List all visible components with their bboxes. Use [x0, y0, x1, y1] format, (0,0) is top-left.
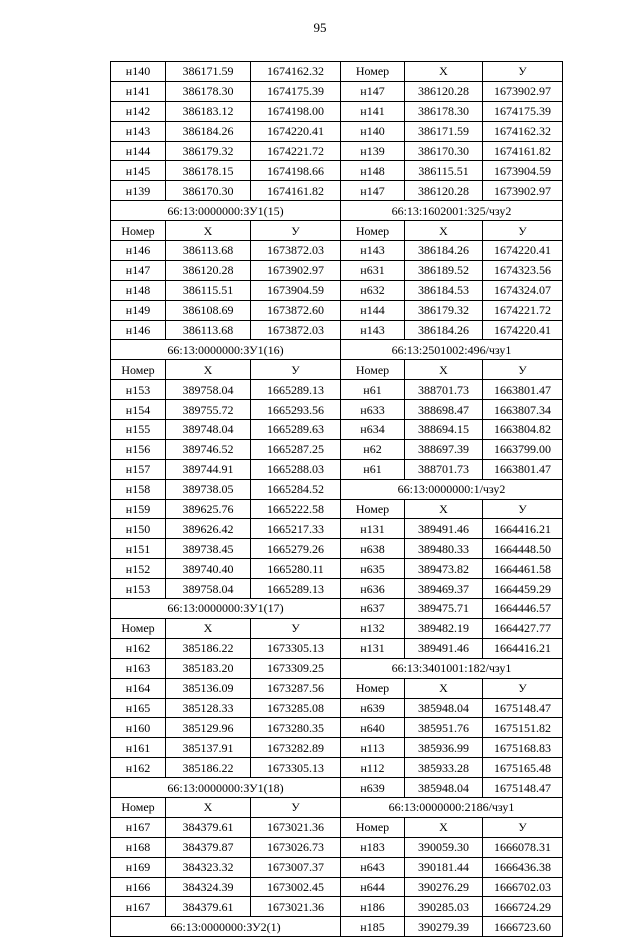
table-cell: н149	[111, 300, 166, 320]
table-cell: 1665280.11	[251, 559, 341, 579]
parcel-id-left: 66:13:0000000:ЗУ2(1)	[111, 917, 341, 937]
table-cell: 385933.28	[405, 758, 483, 778]
table-cell: н154	[111, 400, 166, 420]
table-cell: н640	[341, 718, 405, 738]
table-cell: н162	[111, 758, 166, 778]
table-cell: 1674198.66	[251, 161, 341, 181]
table-cell: н633	[341, 400, 405, 420]
column-header: У	[483, 62, 563, 82]
table-cell: 1664446.57	[483, 599, 563, 619]
table-cell: н140	[341, 121, 405, 141]
parcel-id-right: 66:13:2501002:496/чзу1	[341, 340, 563, 360]
table-cell: 384379.87	[166, 837, 251, 857]
table-cell: н143	[341, 320, 405, 340]
table-cell: 1673902.97	[483, 181, 563, 201]
table-cell: 386178.15	[166, 161, 251, 181]
table-cell: 1675168.83	[483, 738, 563, 758]
table-cell: 1673021.36	[251, 897, 341, 917]
table-cell: 389738.45	[166, 539, 251, 559]
table-cell: 1664416.21	[483, 519, 563, 539]
table-cell: н139	[341, 141, 405, 161]
table-cell: 1673872.03	[251, 241, 341, 261]
table-cell: 1663799.00	[483, 439, 563, 459]
coordinates-table-body	[111, 62, 563, 937]
table-row	[111, 519, 563, 539]
table-cell: н631	[341, 260, 405, 280]
parcel-id-left: 66:13:0000000:ЗУ1(16)	[111, 340, 341, 360]
table-cell: 1673872.03	[251, 320, 341, 340]
table-row	[111, 638, 563, 658]
table-cell: 386171.59	[166, 62, 251, 82]
table-row	[111, 479, 563, 499]
table-row	[111, 62, 563, 82]
table-cell: 389758.04	[166, 579, 251, 599]
table-cell: н639	[341, 778, 405, 798]
table-row	[111, 400, 563, 420]
table-cell: н147	[341, 81, 405, 101]
table-cell: 1666436.38	[483, 857, 563, 877]
table-row	[111, 101, 563, 121]
table-cell: 1664416.21	[483, 638, 563, 658]
table-cell: 1673872.60	[251, 300, 341, 320]
table-cell: н61	[341, 459, 405, 479]
column-header: У	[251, 797, 341, 817]
table-cell: 1675148.47	[483, 698, 563, 718]
table-cell: 389480.33	[405, 539, 483, 559]
table-cell: н164	[111, 678, 166, 698]
table-cell: н632	[341, 280, 405, 300]
table-cell: н639	[341, 698, 405, 718]
table-cell: 386108.69	[166, 300, 251, 320]
table-cell: 386113.68	[166, 320, 251, 340]
table-cell: 389491.46	[405, 638, 483, 658]
table-row	[111, 280, 563, 300]
table-cell: 1665289.13	[251, 380, 341, 400]
table-row	[111, 181, 563, 201]
table-cell: 1674323.56	[483, 260, 563, 280]
column-header: У	[483, 360, 563, 380]
parcel-id-right: 66:13:0000000:2186/чзу1	[341, 797, 563, 817]
column-header: Номер	[111, 360, 166, 380]
table-cell: н169	[111, 857, 166, 877]
table-cell: 1663804.82	[483, 420, 563, 440]
table-cell: н159	[111, 499, 166, 519]
table-cell: 1674162.32	[483, 121, 563, 141]
table-cell: 385186.22	[166, 638, 251, 658]
table-cell: н151	[111, 539, 166, 559]
table-cell: 385183.20	[166, 658, 251, 678]
table-row	[111, 678, 563, 698]
column-header: X	[405, 360, 483, 380]
table-cell: н150	[111, 519, 166, 539]
table-cell: 389746.52	[166, 439, 251, 459]
table-cell: 390181.44	[405, 857, 483, 877]
table-cell: н183	[341, 837, 405, 857]
table-cell: 1675165.48	[483, 758, 563, 778]
table-cell: 1674175.39	[483, 101, 563, 121]
table-cell: н143	[341, 241, 405, 261]
column-header: Номер	[341, 499, 405, 519]
table-cell: н141	[111, 81, 166, 101]
table-cell: 385186.22	[166, 758, 251, 778]
table-cell: 1674220.41	[483, 320, 563, 340]
table-cell: н153	[111, 380, 166, 400]
table-cell: н163	[111, 658, 166, 678]
column-header: У	[483, 817, 563, 837]
table-cell: 389626.42	[166, 519, 251, 539]
coordinates-table-wrapper	[110, 61, 563, 937]
table-row	[111, 817, 563, 837]
table-cell: 385951.76	[405, 718, 483, 738]
table-cell: 1673026.73	[251, 837, 341, 857]
column-header: У	[483, 499, 563, 519]
parcel-id-right: 66:13:3401001:182/чзу1	[341, 658, 563, 678]
parcel-id-right: 66:13:1602001:325/чзу2	[341, 201, 563, 221]
table-cell: 390279.39	[405, 917, 483, 937]
table-cell: 385128.33	[166, 698, 251, 718]
table-cell: 1665293.56	[251, 400, 341, 420]
table-cell: н168	[111, 837, 166, 857]
table-cell: 386120.28	[166, 260, 251, 280]
table-cell: 386171.59	[405, 121, 483, 141]
table-cell: 389491.46	[405, 519, 483, 539]
table-row	[111, 241, 563, 261]
table-cell: н143	[111, 121, 166, 141]
table-row	[111, 758, 563, 778]
table-cell: 1663801.47	[483, 380, 563, 400]
table-cell: 1674324.07	[483, 280, 563, 300]
table-cell: 388701.73	[405, 459, 483, 479]
table-cell: 1666724.29	[483, 897, 563, 917]
table-cell: н141	[341, 101, 405, 121]
table-cell: н139	[111, 181, 166, 201]
table-row	[111, 837, 563, 857]
column-header: Номер	[111, 797, 166, 817]
table-cell: 1673282.89	[251, 738, 341, 758]
table-row	[111, 459, 563, 479]
table-cell: 386178.30	[166, 81, 251, 101]
table-cell: 385948.04	[405, 778, 483, 798]
table-cell: 386113.68	[166, 241, 251, 261]
table-cell: 386189.52	[405, 260, 483, 280]
table-cell: н146	[111, 241, 166, 261]
table-row	[111, 738, 563, 758]
column-header: X	[166, 797, 251, 817]
table-cell: 1674221.72	[251, 141, 341, 161]
table-cell: н638	[341, 539, 405, 559]
table-row	[111, 797, 563, 817]
column-header: X	[166, 221, 251, 241]
table-cell: 389475.71	[405, 599, 483, 619]
table-cell: 1673309.25	[251, 658, 341, 678]
table-row	[111, 559, 563, 579]
table-cell: н148	[341, 161, 405, 181]
column-header: X	[166, 618, 251, 638]
table-cell: н165	[111, 698, 166, 718]
table-cell: 1675148.47	[483, 778, 563, 798]
table-cell: 385137.91	[166, 738, 251, 758]
table-cell: н112	[341, 758, 405, 778]
table-cell: н146	[111, 320, 166, 340]
table-row	[111, 221, 563, 241]
table-row	[111, 360, 563, 380]
table-row	[111, 420, 563, 440]
table-row	[111, 658, 563, 678]
table-cell: 389625.76	[166, 499, 251, 519]
table-cell: 1664427.77	[483, 618, 563, 638]
column-header: Номер	[341, 817, 405, 837]
coordinates-table	[110, 61, 563, 937]
table-cell: 1673287.56	[251, 678, 341, 698]
table-row	[111, 300, 563, 320]
column-header: Номер	[111, 618, 166, 638]
table-row	[111, 439, 563, 459]
column-header: X	[405, 221, 483, 241]
table-cell: н167	[111, 897, 166, 917]
table-cell: 1673280.35	[251, 718, 341, 738]
table-cell: н157	[111, 459, 166, 479]
table-cell: 1674162.32	[251, 62, 341, 82]
table-cell: н155	[111, 420, 166, 440]
table-cell: 389469.37	[405, 579, 483, 599]
table-cell: 384323.32	[166, 857, 251, 877]
column-header: X	[405, 678, 483, 698]
parcel-id-left: 66:13:0000000:ЗУ1(18)	[111, 778, 341, 798]
table-row	[111, 320, 563, 340]
column-header: У	[483, 221, 563, 241]
table-cell: 1665288.03	[251, 459, 341, 479]
table-row	[111, 917, 563, 937]
table-cell: н152	[111, 559, 166, 579]
column-header: У	[483, 678, 563, 698]
table-cell: 386170.30	[166, 181, 251, 201]
page-number: 95	[313, 20, 327, 35]
column-header: У	[251, 618, 341, 638]
table-row	[111, 539, 563, 559]
table-row	[111, 81, 563, 101]
table-cell: 1674220.41	[251, 121, 341, 141]
table-cell: н635	[341, 559, 405, 579]
column-header: Номер	[341, 360, 405, 380]
table-cell: 1673021.36	[251, 817, 341, 837]
table-cell: 389740.40	[166, 559, 251, 579]
table-cell: н132	[341, 618, 405, 638]
table-cell: 390285.03	[405, 897, 483, 917]
table-cell: 1665284.52	[251, 479, 341, 499]
table-cell: 386184.26	[405, 241, 483, 261]
table-cell: 1665289.63	[251, 420, 341, 440]
table-cell: 389473.82	[405, 559, 483, 579]
parcel-id-left: 66:13:0000000:ЗУ1(17)	[111, 599, 341, 619]
parcel-id-right: 66:13:0000000:1/чзу2	[341, 479, 563, 499]
table-cell: 384379.61	[166, 817, 251, 837]
table-row	[111, 618, 563, 638]
table-row	[111, 877, 563, 897]
table-cell: 386179.32	[166, 141, 251, 161]
table-cell: н166	[111, 877, 166, 897]
table-cell: 1674161.82	[483, 141, 563, 161]
table-cell: н167	[111, 817, 166, 837]
table-cell: н156	[111, 439, 166, 459]
table-cell: н186	[341, 897, 405, 917]
table-cell: 386184.53	[405, 280, 483, 300]
table-cell: 385136.09	[166, 678, 251, 698]
table-cell: 386170.30	[405, 141, 483, 161]
table-cell: 385948.04	[405, 698, 483, 718]
table-cell: 1666078.31	[483, 837, 563, 857]
column-header: X	[405, 62, 483, 82]
table-cell: 388701.73	[405, 380, 483, 400]
table-cell: 386179.32	[405, 300, 483, 320]
table-row	[111, 698, 563, 718]
table-cell: 384324.39	[166, 877, 251, 897]
table-cell: н142	[111, 101, 166, 121]
table-row	[111, 260, 563, 280]
table-cell: 386183.12	[166, 101, 251, 121]
table-cell: н62	[341, 439, 405, 459]
table-cell: н162	[111, 638, 166, 658]
column-header: X	[405, 499, 483, 519]
table-row	[111, 857, 563, 877]
table-cell: н140	[111, 62, 166, 82]
table-row	[111, 499, 563, 519]
table-cell: 1673904.59	[483, 161, 563, 181]
table-cell: 390059.30	[405, 837, 483, 857]
table-cell: 1674198.00	[251, 101, 341, 121]
table-cell: 1664459.29	[483, 579, 563, 599]
table-cell: 385129.96	[166, 718, 251, 738]
table-cell: н144	[111, 141, 166, 161]
table-row	[111, 579, 563, 599]
table-cell: 386120.28	[405, 81, 483, 101]
table-cell: 1673902.97	[483, 81, 563, 101]
table-cell: 1674220.41	[483, 241, 563, 261]
table-cell: 386115.51	[166, 280, 251, 300]
table-cell: н147	[111, 260, 166, 280]
table-cell: н636	[341, 579, 405, 599]
table-cell: 1673904.59	[251, 280, 341, 300]
table-cell: 389482.19	[405, 618, 483, 638]
table-row	[111, 340, 563, 360]
table-cell: н644	[341, 877, 405, 897]
table-cell: 386115.51	[405, 161, 483, 181]
table-cell: 1674221.72	[483, 300, 563, 320]
table-cell: н637	[341, 599, 405, 619]
table-cell: 386120.28	[405, 181, 483, 201]
table-cell: 1675151.82	[483, 718, 563, 738]
table-row	[111, 201, 563, 221]
table-cell: н147	[341, 181, 405, 201]
column-header: У	[251, 221, 341, 241]
table-cell: 1666702.03	[483, 877, 563, 897]
table-cell: 1664448.50	[483, 539, 563, 559]
table-cell: 384379.61	[166, 897, 251, 917]
table-cell: 389755.72	[166, 400, 251, 420]
table-cell: 1665279.26	[251, 539, 341, 559]
table-cell: н131	[341, 638, 405, 658]
table-cell: н634	[341, 420, 405, 440]
column-header: Номер	[341, 62, 405, 82]
table-cell: 388697.39	[405, 439, 483, 459]
table-cell: н153	[111, 579, 166, 599]
table-row	[111, 141, 563, 161]
table-cell: н643	[341, 857, 405, 877]
table-cell: 386184.26	[166, 121, 251, 141]
table-cell: 1665222.58	[251, 499, 341, 519]
table-cell: 389758.04	[166, 380, 251, 400]
table-cell: 385936.99	[405, 738, 483, 758]
table-cell: 1665289.13	[251, 579, 341, 599]
table-cell: н113	[341, 738, 405, 758]
table-cell: 386178.30	[405, 101, 483, 121]
column-header: X	[166, 360, 251, 380]
table-cell: 1663801.47	[483, 459, 563, 479]
table-row	[111, 161, 563, 181]
table-cell: 390276.29	[405, 877, 483, 897]
table-cell: 1666723.60	[483, 917, 563, 937]
table-row	[111, 121, 563, 141]
table-cell: н161	[111, 738, 166, 758]
table-cell: 389738.05	[166, 479, 251, 499]
table-cell: н61	[341, 380, 405, 400]
table-cell: 1673002.45	[251, 877, 341, 897]
table-cell: 388698.47	[405, 400, 483, 420]
column-header: X	[405, 817, 483, 837]
table-row	[111, 718, 563, 738]
table-row	[111, 380, 563, 400]
table-cell: 1673305.13	[251, 758, 341, 778]
column-header: Номер	[111, 221, 166, 241]
table-row	[111, 599, 563, 619]
table-cell: 389748.04	[166, 420, 251, 440]
table-cell: н185	[341, 917, 405, 937]
column-header: У	[251, 360, 341, 380]
table-row	[111, 897, 563, 917]
table-cell: 1674161.82	[251, 181, 341, 201]
table-cell: 1663807.34	[483, 400, 563, 420]
table-cell: н160	[111, 718, 166, 738]
column-header: Номер	[341, 678, 405, 698]
table-cell: 1664461.58	[483, 559, 563, 579]
table-cell: 1674175.39	[251, 81, 341, 101]
table-cell: 1673007.37	[251, 857, 341, 877]
table-cell: н144	[341, 300, 405, 320]
table-cell: 389744.91	[166, 459, 251, 479]
table-cell: н158	[111, 479, 166, 499]
parcel-id-left: 66:13:0000000:ЗУ1(15)	[111, 201, 341, 221]
table-cell: 388694.15	[405, 420, 483, 440]
table-cell: 1665217.33	[251, 519, 341, 539]
table-cell: 1673305.13	[251, 638, 341, 658]
table-cell: н145	[111, 161, 166, 181]
table-cell: н148	[111, 280, 166, 300]
table-row	[111, 778, 563, 798]
table-cell: 1665287.25	[251, 439, 341, 459]
table-cell: 1673285.08	[251, 698, 341, 718]
table-cell: н131	[341, 519, 405, 539]
column-header: Номер	[341, 221, 405, 241]
table-cell: 1673902.97	[251, 260, 341, 280]
table-cell: 386184.26	[405, 320, 483, 340]
